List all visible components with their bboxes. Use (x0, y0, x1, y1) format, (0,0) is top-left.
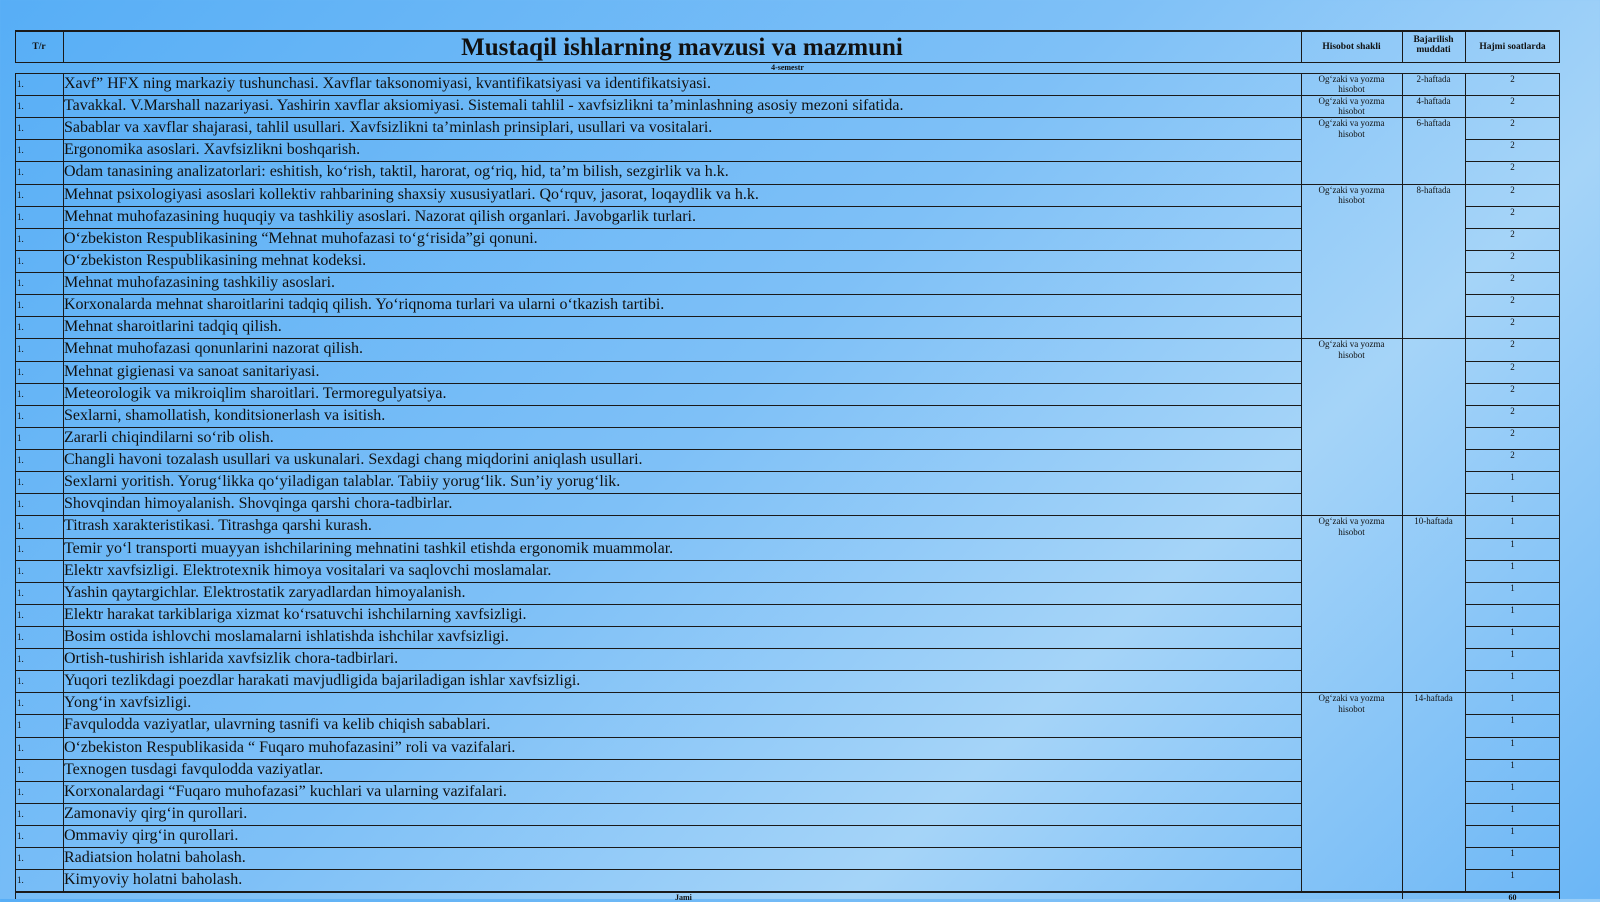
topic-text: Yuqori tezlikdagi poezdlar harakati mavjudligida bajariladigan ishlar xavfsizligi. (64, 672, 581, 690)
topic-text: Radiatsion holatni baholash. (64, 849, 246, 867)
table-rule-h (15, 272, 1301, 273)
row-number: 1. (17, 831, 24, 842)
topic-text: Mehnat muhofazasining tashkiliy asoslari. (64, 274, 336, 292)
hours-value: 1 (1510, 649, 1515, 660)
column-header-deadline: Bajarilish muddati (1413, 35, 1454, 56)
hours-value: 2 (1510, 96, 1515, 107)
row-number: 1. (17, 101, 24, 112)
row-number: 1. (17, 189, 24, 200)
row-number: 1. (17, 565, 24, 576)
hours-value: 2 (1510, 383, 1515, 394)
page-title: Mustaqil ishlarning mavzusi va mazmuni (461, 34, 903, 61)
table-rule-h (15, 692, 1301, 693)
topic-text: O‘zbekiston Respublikasining mehnat kodeksi. (64, 251, 367, 269)
table-rule-v (15, 73, 16, 891)
topic-text: Mehnat muhofazasining huquqiy va tashkiliy asoslari. Nazorat qilish organlari. Javobgarlik turlari. (64, 207, 696, 225)
row-number: 1. (17, 632, 24, 642)
table-rule-h (15, 648, 1301, 649)
deadline-value: 2-haftada (1416, 74, 1451, 84)
topic-text: Tavakkal. V.Marshall nazariyasi. Yashirin xavflar aksiomiyasi. Sistemali tahlil - xavfsizlikni ta’minlashning asosiy mezoni sifatida. (64, 97, 904, 115)
topic-text: Yashin qaytargichlar. Elektrostatik zaryadlardan himoyalanish. (64, 583, 466, 601)
table-rule-v (15, 30, 16, 62)
row-number: 1. (17, 167, 24, 178)
hours-value: 1 (1510, 737, 1515, 748)
topic-text: O‘zbekiston Respublikasida “ Fuqaro muhofazasini” roli va vazifalari. (64, 738, 516, 756)
deadline-value: 14-haftada (1414, 693, 1453, 704)
hours-value: 2 (1510, 228, 1515, 239)
footer-total-value: 60 (1508, 893, 1517, 902)
hours-value: 2 (1510, 317, 1515, 328)
hours-value: 2 (1510, 140, 1515, 151)
hours-value: 1 (1510, 870, 1515, 881)
table-rule-h (15, 30, 1560, 32)
table-rule-h (15, 781, 1301, 782)
table-rule-h (15, 228, 1301, 229)
table-rule-h (15, 538, 1301, 539)
row-number: 1. (17, 808, 24, 819)
table-rule-v (1465, 73, 1466, 891)
table-rule-h (15, 493, 1301, 494)
topic-text: Kimyoviy holatni baholash. (64, 871, 243, 889)
row-number: 1. (17, 211, 24, 222)
hours-value: 2 (1510, 206, 1515, 217)
table-rule-v (1301, 30, 1302, 62)
table-rule-h (15, 515, 1301, 516)
topic-text: Ommaviy qirg‘in qurollari. (64, 827, 239, 845)
table-rule-v (1559, 73, 1560, 891)
table-rule-h (15, 405, 1301, 406)
row-number: 1. (17, 255, 24, 266)
footer-total-label: Jami (675, 893, 692, 902)
topic-text: Mehnat sharoitlarini tadqiq qilish. (64, 318, 282, 336)
row-number: 1. (17, 344, 24, 355)
topic-text: Odam tanasining analizatorlari: eshitish, ko‘rish, taktil, harorat, og‘riq, hid, ta’m bilish, sezgirlik va h.k. (64, 163, 729, 181)
deadline-value: 8-haftada (1416, 184, 1451, 195)
topic-text: Sabablar va xavflar shajarasi, tahlil usullari. Xavfsizlikni ta’minlash prinsiplari, usullari va vositalari. (64, 119, 713, 137)
row-number: 1. (17, 676, 24, 687)
hours-value: 2 (1510, 162, 1515, 173)
topic-text: Yong‘in xavfsizligi. (64, 694, 192, 712)
topic-text: Shovqindan himoyalanish. Shovqinga qarshi chora-tadbirlar. (64, 495, 453, 513)
hours-value: 2 (1510, 273, 1515, 284)
row-number: 1. (17, 786, 24, 797)
table-rule-h (15, 449, 1301, 450)
table-rule-v (15, 891, 16, 899)
row-number: 1. (17, 477, 24, 488)
table-rule-h (15, 626, 1301, 627)
table-rule-h (15, 560, 1301, 561)
table-rule-h (15, 670, 1301, 671)
table-rule-h (15, 383, 1301, 384)
table-rule-h (15, 582, 1301, 583)
table-rule-v (1402, 73, 1403, 891)
row-number: 1. (17, 233, 24, 244)
hours-value: 2 (1510, 427, 1515, 438)
row-number: 1. (17, 499, 24, 510)
row-number: 1. (17, 278, 24, 289)
table-rule-h (15, 869, 1301, 870)
row-number: 1. (17, 388, 24, 399)
hours-value: 2 (1510, 250, 1515, 261)
table-rule-v (1301, 73, 1302, 891)
table-rule-h (15, 361, 1301, 362)
hours-value: 1 (1510, 715, 1515, 726)
table-rule-v (1465, 30, 1466, 62)
topic-text: Mehnat muhofazasi qonunlarini nazorat qilish. (64, 340, 364, 358)
row-number: 1. (17, 609, 24, 620)
deadline-value: 4-haftada (1416, 96, 1451, 107)
topic-text: Sexlarni yoritish. Yorug‘likka qo‘yiladigan talablar. Tabiiy yorug‘lik. Sun’iy yorug‘lik. (64, 473, 621, 491)
row-number: 1. (17, 853, 24, 864)
hours-value: 1 (1510, 671, 1515, 682)
table-rule-h (15, 471, 1301, 472)
column-header-number: T/r (32, 42, 46, 52)
hours-value: 1 (1510, 604, 1515, 615)
report-form: Og‘zaki va yozma hisobot (1318, 118, 1385, 139)
hours-value: 1 (1510, 826, 1515, 837)
row-number: 1 (17, 432, 22, 443)
row-number: 1. (17, 300, 24, 311)
table-rule-v (63, 30, 64, 62)
report-form: Og‘zaki va yozma hisobot (1318, 516, 1385, 537)
topic-text: Korxonalardagi “Fuqaro muhofazasi” kuchlari va ularning vazifalari. (64, 782, 507, 800)
topic-text: Texnogen tusdagi favqulodda vaziyatlar. (64, 760, 324, 778)
hours-value: 1 (1510, 582, 1515, 593)
topics-table (15, 30, 1560, 902)
topic-text: Elektr harakat tarkiblariga xizmat ko‘rsatuvchi ishchilarning xavfsizligi. (64, 605, 527, 623)
table-rule-h (15, 427, 1301, 428)
hours-value: 1 (1510, 781, 1515, 792)
topic-text: Favqulodda vaziyatlar, ulavrning tasnifi va kelib chiqish sabablari. (64, 716, 491, 734)
table-rule-h (15, 250, 1301, 251)
table-rule-h (15, 316, 1301, 317)
table-rule-v (63, 73, 64, 891)
table-rule-h (15, 95, 1301, 96)
hours-value: 1 (1510, 516, 1515, 527)
row-number: 1. (17, 875, 24, 886)
topic-text: Mehnat gigienasi va sanoat sanitariyasi. (64, 362, 320, 380)
report-form: Og‘zaki va yozma hisobot (1318, 184, 1385, 205)
deadline-value: 10-haftada (1414, 516, 1453, 527)
table-rule-h (15, 206, 1301, 207)
table-rule-h (15, 759, 1301, 760)
table-rule-h (15, 892, 1560, 893)
row-number: 1. (17, 742, 24, 753)
row-number: 1. (17, 543, 24, 554)
row-number: 1. (17, 698, 24, 709)
topic-text: Bosim ostida ishlovchi moslamalarni ishlatishda ishchilar xavfsizligi. (64, 628, 509, 645)
topic-text: Meteorologik va mikroiqlim sharoitlari. Termoregulyatsiya. (64, 384, 447, 402)
topic-text: Xavf” HFX ning markaziy tushunchasi. Xavflar taksonomiyasi, kvantifikatsiyasi va identifikatsiyasi. (64, 75, 711, 92)
hours-value: 1 (1510, 693, 1515, 704)
report-form: Og‘zaki va yozma hisobot (1318, 693, 1385, 714)
table-rule-h (15, 117, 1301, 118)
hours-value: 1 (1510, 627, 1515, 637)
table-rule-h (15, 338, 1301, 339)
hours-value: 1 (1510, 803, 1515, 814)
topic-text: Temir yo‘l transporti muayyan ishchilarining mehnatini tashkil etishda ergonomik muammolar. (64, 539, 674, 557)
table-rule-h (15, 737, 1301, 738)
topic-text: Titrash xarakteristikasi. Titrashga qarshi kurash. (64, 517, 372, 535)
table-rule-h (15, 803, 1301, 804)
table-rule-h (15, 139, 1301, 140)
row-number: 1. (17, 79, 24, 89)
hours-value: 1 (1510, 538, 1515, 549)
hours-value: 2 (1510, 450, 1515, 461)
topic-text: Elektr xavfsizligi. Elektrotexnik himoya vositalari va saqlovchi moslamalar. (64, 561, 552, 579)
topic-text: Zamonaviy qirg‘in qurollari. (64, 804, 248, 822)
table-rule-h (15, 825, 1301, 826)
hours-value: 1 (1510, 472, 1515, 483)
topic-text: Korxonalarda mehnat sharoitlarini tadqiq qilish. Yo‘riqnoma turlari va ularni o‘tkazish tartibi. (64, 296, 665, 314)
topic-text: O‘zbekiston Respublikasining “Mehnat muhofazasi to‘g‘risida”gi qonuni. (64, 229, 538, 247)
hours-value: 2 (1510, 184, 1515, 195)
hours-value: 1 (1510, 560, 1515, 571)
table-rule-h (15, 847, 1301, 848)
table-rule-h (15, 294, 1301, 295)
row-number: 1. (17, 123, 24, 134)
hours-value: 2 (1510, 74, 1515, 84)
table-rule-h (15, 184, 1301, 185)
topic-text: Changli havoni tozalash usullari va uskunalari. Sexdagi chang miqdorini aniqlash usullari. (64, 451, 643, 469)
row-number: 1. (17, 654, 24, 665)
report-form: Og‘zaki va yozma hisobot (1318, 96, 1385, 117)
topic-text: Ergonomika asoslari. Xavfsizlikni boshqarish. (64, 141, 361, 159)
hours-value: 1 (1510, 848, 1515, 859)
row-number: 1. (17, 764, 24, 775)
table-rule-h (15, 161, 1301, 162)
topic-text: Ortish-tushirish ishlarida xavfsizlik chora-tadbirlari. (64, 650, 399, 668)
row-number: 1 (17, 720, 22, 731)
topic-text: Sexlarni, shamollatish, konditsionerlash va isitish. (64, 406, 386, 424)
table-rule-h (15, 714, 1301, 715)
report-form: Og‘zaki va yozma hisobot (1318, 74, 1385, 95)
column-header-hours: Hajmi soatlarda (1479, 42, 1546, 52)
table-rule-h (15, 604, 1301, 605)
hours-value: 1 (1510, 494, 1515, 505)
hours-value: 2 (1510, 361, 1515, 372)
row-number: 1. (17, 366, 24, 377)
report-form: Og‘zaki va yozma hisobot (1318, 339, 1385, 360)
hours-value: 2 (1510, 118, 1515, 129)
topic-text: Mehnat psixologiyasi asoslari kollektiv rahbarining shaxsiy xususiyatlari. Qo‘rquv, jasorat, loqaydlik va h.k. (64, 185, 759, 203)
semester-label: 4-semestr (771, 63, 804, 72)
hours-value: 1 (1510, 759, 1515, 770)
hours-value: 2 (1510, 295, 1515, 306)
row-number: 1. (17, 410, 24, 421)
row-number: 1. (17, 521, 24, 532)
table-rule-v (1402, 30, 1403, 62)
hours-value: 2 (1510, 405, 1515, 416)
table-rule-v (1402, 891, 1403, 899)
table-rule-h (15, 62, 1560, 63)
deadline-value: 6-haftada (1416, 118, 1451, 129)
row-number: 1. (17, 587, 24, 598)
column-header-report: Hisobot shakli (1322, 42, 1381, 52)
hours-value: 2 (1510, 339, 1515, 350)
row-number: 1. (17, 322, 24, 333)
topic-text: Zararli chiqindilarni so‘rib olish. (64, 428, 274, 446)
row-number: 1. (17, 455, 24, 466)
row-number: 1. (17, 145, 24, 156)
table-rule-v (1559, 30, 1560, 62)
